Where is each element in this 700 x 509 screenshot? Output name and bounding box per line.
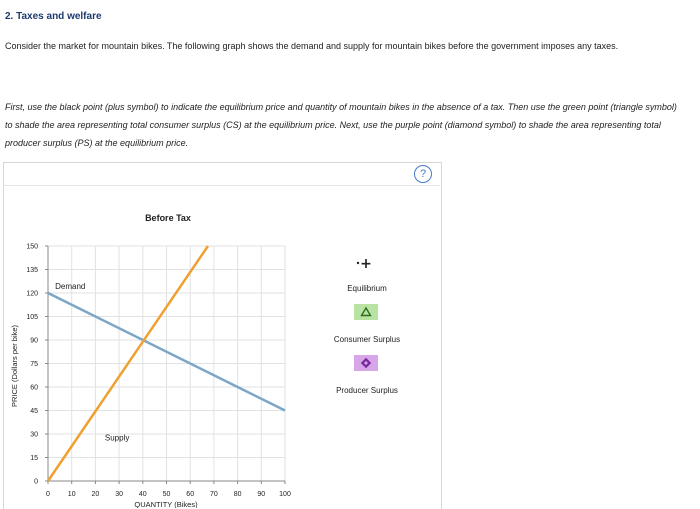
x-tick-label: 90 xyxy=(257,491,266,498)
triangle-icon xyxy=(354,304,378,320)
question-title: 2. Taxes and welfare xyxy=(5,11,102,22)
consumer-surplus-label: Consumer Surplus xyxy=(333,335,401,344)
x-tick-label: 100 xyxy=(279,491,291,498)
x-axis-label: QUANTITY (Bikes) xyxy=(134,500,198,508)
x-tick-label: 40 xyxy=(138,491,147,498)
question-paragraph-2: First, use the black point (plus symbol) to indicate the equilibrium price and quantity of mountain bikes in the absence of a tax. Then use the green point (triangle symbol) to shade the area representing total consumer surplus (CS) at the equilibrium price. Next, use the purple point (diamond symbol) to shade the area representing total producer surplus (PS) at the equilibrium price. xyxy=(5,102,677,148)
x-tick-label: 80 xyxy=(233,491,242,498)
x-tick-label: 30 xyxy=(115,491,123,498)
x-tick-label: 50 xyxy=(162,491,171,498)
y-tick-label: 90 xyxy=(30,337,38,345)
x-tick-label: 10 xyxy=(67,491,76,498)
supply-label: Supply xyxy=(104,433,130,443)
plus-icon: + xyxy=(360,256,372,272)
producer-surplus-tool[interactable] xyxy=(354,355,378,371)
help-button[interactable]: ? xyxy=(414,165,432,183)
y-tick-label: 120 xyxy=(26,290,38,298)
producer-surplus-label: Producer Surplus xyxy=(336,386,398,395)
demand-label: Demand xyxy=(55,282,86,291)
y-tick-label: 75 xyxy=(30,361,38,368)
x-tick-label: 60 xyxy=(186,491,195,498)
consumer-surplus-tool[interactable] xyxy=(354,304,378,320)
y-axis-label: PRICE (Dollars per bike) xyxy=(10,324,19,408)
question-paragraph-1: Consider the market for mountain bikes. The following graph shows the demand and supply for mountain bikes before the government imposes any taxes. xyxy=(5,41,619,51)
y-tick-label: 15 xyxy=(30,455,38,462)
diamond-icon xyxy=(354,355,378,371)
equilibrium-label: Equilibrium xyxy=(347,284,387,293)
y-tick-label: 135 xyxy=(26,267,38,274)
y-tick-label: 150 xyxy=(26,243,38,251)
x-tick-label: 20 xyxy=(91,491,100,498)
y-tick-label: 105 xyxy=(26,314,38,321)
y-tick-label: 30 xyxy=(30,431,38,439)
y-tick-label: 60 xyxy=(30,384,38,392)
y-tick-label: 0 xyxy=(34,478,38,486)
chart-title: Before Tax xyxy=(145,213,191,223)
equilibrium-dot xyxy=(357,262,359,264)
x-tick-label: 70 xyxy=(210,491,218,498)
y-tick-label: 45 xyxy=(30,408,38,415)
x-tick-label: 0 xyxy=(46,491,50,498)
legend-tools[interactable] xyxy=(357,256,372,272)
equilibrium-tool[interactable] xyxy=(357,256,372,272)
